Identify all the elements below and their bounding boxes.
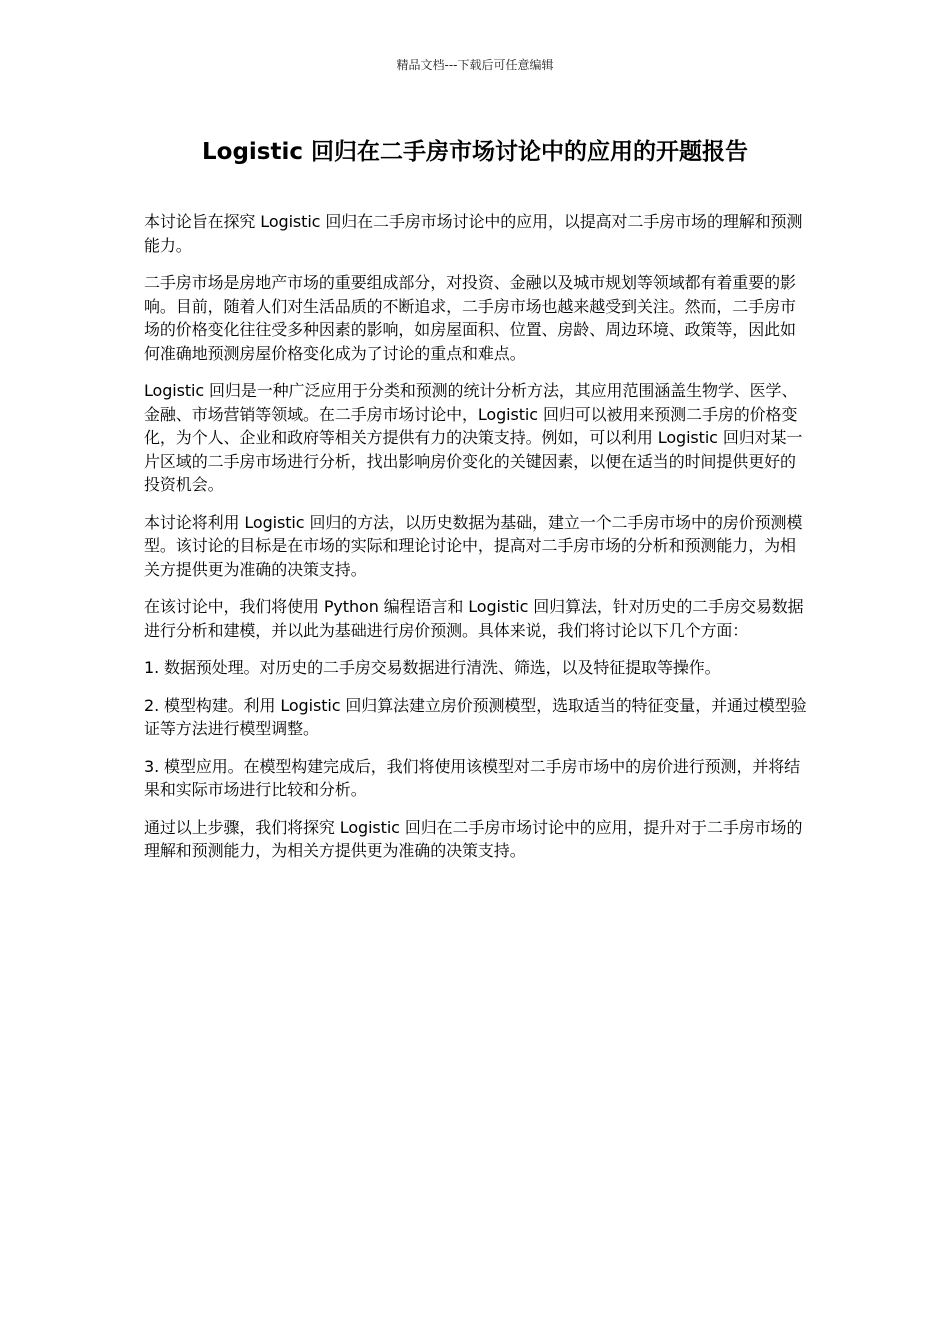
list-item-step-3: 3. 模型应用。在模型构建完成后，我们将使用该模型对二手房市场中的房价进行预测，并将结果和实际市场进行比较和分析。 (144, 756, 801, 799)
paragraph-method: 在该讨论中，我们将使用 Python 编程语言和 Logistic 回归算法，针对历史的二手房交易数据进行分析和建模，并以此为基础进行房价预测。具体来说，我们将讨论以下几个方面： (144, 597, 804, 640)
paragraph-background: 二手房市场是房地产市场的重要组成部分，对投资、金融以及城市规划等领域都有着重要的影响。目前，随着人们对生活品质的不断追求，二手房市场也越来越受到关注。然而，二手房市场的价格变化往往受多种因素的影响，如房屋面积、位置、房龄、周边环境、政策等，因此如何准确地预测房屋价格变化成为了讨论的重点和难点。 (144, 273, 796, 363)
paragraph-intro: 本讨论旨在探究 Logistic 回归在二手房市场讨论中的应用，以提高对二手房市场的理解和预测能力。 (144, 212, 803, 255)
page-header-note: 精品文档---下载后可任意编辑 (396, 58, 554, 72)
paragraph-logistic-overview: Logistic 回归是一种广泛应用于分类和预测的统计分析方法，其应用范围涵盖生物学、医学、金融、市场营销等领域。在二手房市场讨论中，Logistic 回归可以被用来预测二手房的价格变化，为个人、企业和政府等相关方提供有力的决策支持。例如，可以利用 Logistic 回归对某一片区域的二手房市场进行分析，找出影响房价变化的关键因素，以便在适当的时间提供更好的投资机会。 (144, 381, 803, 494)
paragraph-research-goal: 本讨论将利用 Logistic 回归的方法，以历史数据为基础，建立一个二手房市场中的房价预测模型。该讨论的目标是在市场的实际和理论讨论中，提高对二手房市场的分析和预测能力，为相关方提供更为准确的决策支持。 (144, 512, 803, 579)
document-body (144, 210, 808, 877)
list-item-step-2: 2. 模型构建。利用 Logistic 回归算法建立房价预测模型，选取适当的特征变量，并通过模型验证等方法进行模型调整。 (144, 695, 807, 738)
document-title: Logistic 回归在二手房市场讨论中的应用的开题报告 (201, 139, 748, 165)
list-item-step-1: 1. 数据预处理。对历史的二手房交易数据进行清洗、筛选，以及特征提取等操作。 (144, 658, 721, 677)
paragraph-conclusion: 通过以上步骤，我们将探究 Logistic 回归在二手房市场讨论中的应用，提升对于二手房市场的理解和预测能力，为相关方提供更为准确的决策支持。 (144, 817, 803, 860)
